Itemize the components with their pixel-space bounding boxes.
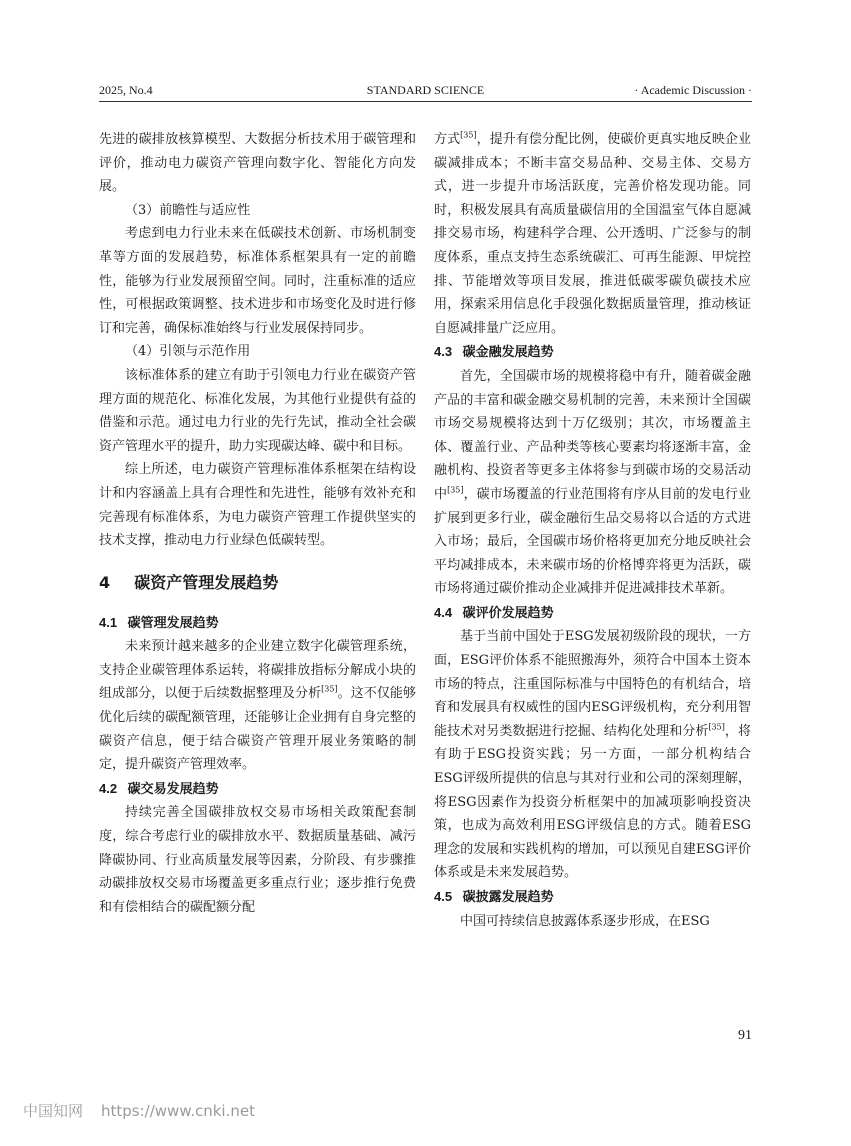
section-number: 4.3: [434, 344, 453, 360]
citation[interactable]: [35]: [447, 485, 464, 495]
paragraph: 首先，全国碳市场的规模将稳中有升，随着碳金融产品的丰富和碳金融交易机制的完善，未来预计全国碳市场交易规模将达到十万亿级别；其次，市场覆盖主体、覆盖行业、产品种类等核心要素均将逐渐丰富，金融机构、投资者等更多主体将参与到碳市场的交易活动中[35]，碳市场覆盖的行业范围将有序从目前的发电行业扩展到更多行业，碳金融衍生品交易将以合适的方式进入市场；最后，全国碳市场价格将更加充分地反映社会平均减排成本，未来碳市场的价格博弈将更为活跃，碳市场将通过碳价推动企业减排并促进减排技术革新。: [434, 368, 751, 597]
paragraph: 基于当前中国处于ESG发展初级阶段的现状，一方面，ESG评价体系不能照搬海外，须符合中国本土资本市场的特点，注重国际标准与中国特色的有机结合，培育和发展具有权威性的国内ESG评级机构，充分利用智能技术对另类数据进行挖掘、结构化处理和分析[35]，将有助于ESG投资实践；另一方面，一部分机构结合ESG评级所提供的信息与其对行业和公司的深刻理解，将ESG因素作为投资分析框架中的加减项影响投资决策，也成为高效利用ESG评级信息的方式。随着ESG理念的发展和实践机构的增加，可以预见自建ESG评价体系或是未来发展趋势。: [434, 629, 751, 881]
section-number: 4: [99, 572, 111, 592]
paragraph: 中国可持续信息披露体系逐步形成，在ESG: [460, 913, 710, 929]
section-title: 碳交易发展趋势: [127, 781, 219, 797]
section-4-heading: [99, 571, 416, 595]
running-header: [99, 83, 752, 102]
citation[interactable]: [35]: [460, 130, 477, 140]
section-number: 4.2: [99, 780, 118, 796]
section-4-1-heading: [99, 611, 416, 636]
watermark-url[interactable]: https://www.cnki.net: [101, 1102, 255, 1120]
section-title: 碳评价发展趋势: [462, 605, 554, 621]
section-number: 4.1: [99, 614, 118, 630]
section-label: · Academic Discussion ·: [634, 83, 752, 97]
section-4-2-heading: [99, 777, 416, 802]
section-4-3-heading: [434, 340, 751, 365]
section-title: 碳管理发展趋势: [127, 615, 219, 631]
citation[interactable]: [35]: [708, 722, 725, 732]
citation[interactable]: [35]: [321, 685, 338, 695]
section-title: 碳资产管理发展趋势: [134, 572, 279, 592]
paragraph-continuation: 方式[35]，提升有偿分配比例，使碳价更真实地反映企业碳减排成本；不断丰富交易品种、交易主体、交易方式，进一步提升市场活跃度，完善价格发现功能。同时，积极发展具有高质量碳信用的全国温室气体自愿减排交易市场，构建科学合理、公开透明、广泛参与的制度体系，重点支持生态系统碳汇、可再生能源、甲烷控排、节能增效等项目发展，推进低碳零碳负碳技术应用，探索采用信息化手段强化数据质量管理，推动核证自愿减排量广泛应用。: [434, 130, 751, 336]
paragraph: 未来预计越来越多的企业建立数字化碳管理系统，支持企业碳管理体系运转，将碳排放指标分解成小块的组成部分，以便于后续数据整理及分析[35]。这不仅能够优化后续的碳配额管理，还能够让企业拥有自身完整的碳资产信息，便于结合碳资产管理开展业务策略的制定，提升碳资产管理效率。: [99, 639, 416, 773]
paragraph: 该标准体系的建立有助于引领电力行业在碳资产管理方面的规范化、标准化发展，为其他行业提供有益的借鉴和示范。通过电力行业的先行先试，推动全社会碳资产管理水平的提升，助力实现碳达峰、碳中和目标。: [99, 367, 416, 454]
paragraph: 考虑到电力行业未来在低碳技术创新、市场机制变革等方面的发展趋势，标准体系框架具有一定的前瞻性，能够为行业发展预留空间。同时，注重标准的适应性，可根据政策调整、技术进步和市场变化及时进行修订和完善，确保标准始终与行业发展保持同步。: [99, 226, 416, 336]
paragraph: 持续完善全国碳排放权交易市场相关政策配套制度，综合考虑行业的碳排放水平、数据质量基础、减污降碳协同、行业高质量发展等因素，分阶段、有步骤推动碳排放权交易市场覆盖更多重点行业；逐步推行免费和有偿相结合的碳配额分配: [99, 805, 416, 915]
section-title: 碳金融发展趋势: [462, 345, 554, 361]
paragraph-summary: 综上所述，电力碳资产管理标准体系框架在结构设计和内容涵盖上具有合理性和先进性，能够有效补充和完善现有标准体系，为电力碳资产管理工作提供坚实的技术支撑，推动电力行业绿色低碳转型。: [99, 462, 416, 549]
section-title: 碳披露发展趋势: [462, 890, 554, 905]
subheading-leading-role: （4）引领与示范作用: [125, 344, 251, 360]
cnki-watermark: [23, 1100, 255, 1121]
left-column: [99, 128, 416, 919]
section-number: 4.5: [434, 889, 453, 904]
journal-title: STANDARD SCIENCE: [366, 83, 485, 97]
section-number: 4.4: [434, 604, 453, 620]
section-4-4-heading: [434, 601, 751, 626]
page-number: 91: [738, 1028, 752, 1043]
paragraph-continuation: 先进的碳排放核算模型、大数据分析技术用于碳管理和评价，推动电力碳资产管理向数字化、智能化方向发展。: [99, 132, 416, 195]
subheading-forward-looking: （3）前瞻性与适应性: [125, 202, 251, 218]
right-column: [434, 128, 751, 933]
journal-issue: 2025, No.4: [99, 83, 153, 97]
section-4-5-heading: [434, 885, 751, 910]
watermark-brand: 中国知网: [23, 1102, 84, 1120]
